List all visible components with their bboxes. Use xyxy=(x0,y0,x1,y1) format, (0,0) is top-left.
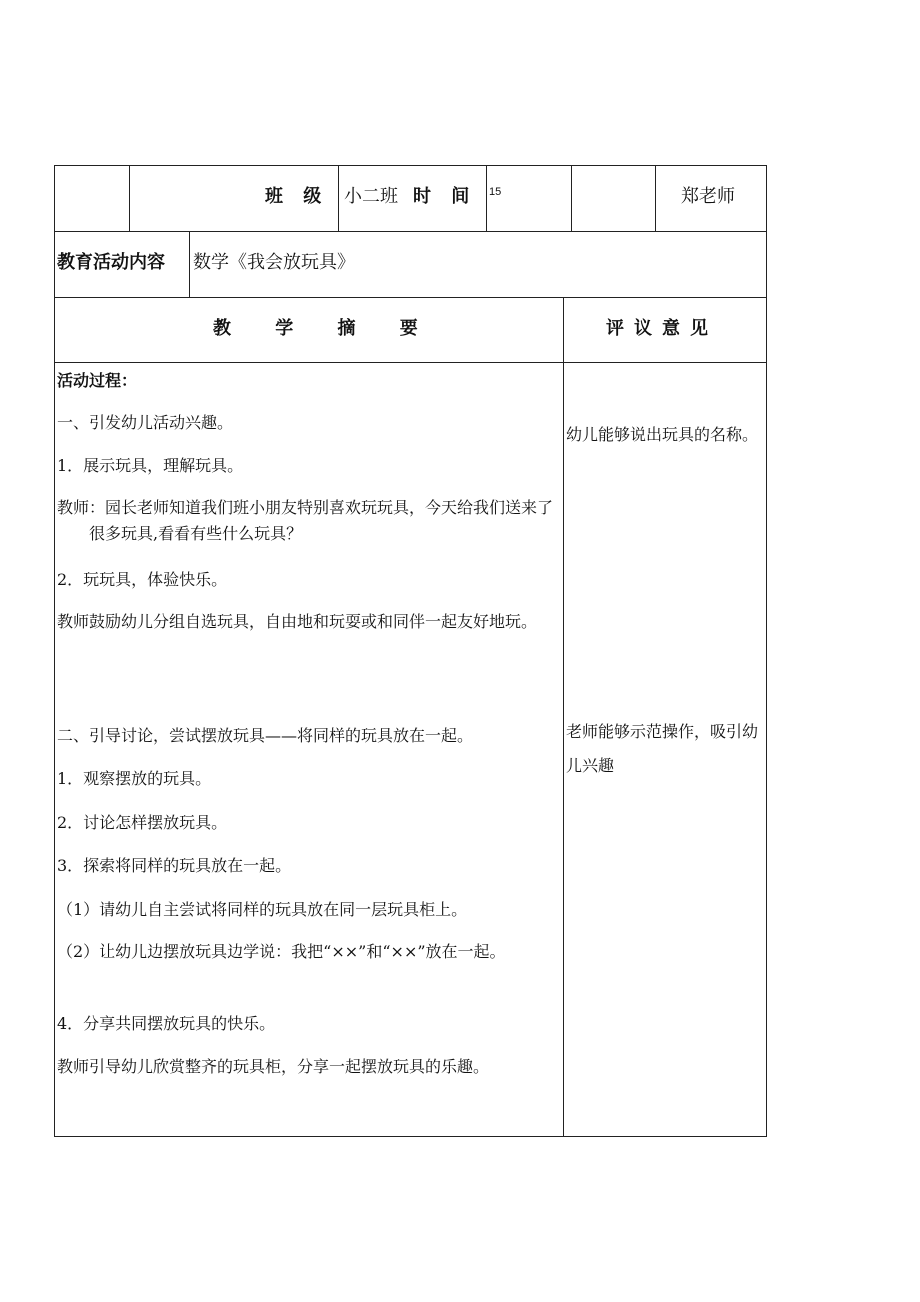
list-item xyxy=(57,609,560,635)
list-item: 3．探索将同样的玩具放在一起。 xyxy=(57,856,292,875)
list-item: 2．讨论怎样摆放玩具。 xyxy=(57,813,228,832)
class-label: 班 级 xyxy=(265,186,322,207)
row-divider xyxy=(54,231,767,232)
list-item: 1．观察摆放的玩具。 xyxy=(57,769,212,788)
col-divider xyxy=(338,165,339,231)
comment-2: 老师能够示范操作，吸引幼儿兴趣 xyxy=(566,722,759,775)
col-divider xyxy=(129,165,130,231)
class-value: 小二班 xyxy=(344,186,398,207)
activity-label: 教育活动内容 xyxy=(57,252,165,273)
list-item: 4．分享共同摆放玩具的快乐。 xyxy=(57,1014,276,1033)
activity-value: 数学《我会放玩具》 xyxy=(193,252,355,273)
row-divider xyxy=(54,297,767,298)
comments-header: 评议意见 xyxy=(606,318,718,339)
teacher-name: 郑老师 xyxy=(681,186,735,207)
comment-1: 幼儿能够说出玩具的名称。 xyxy=(566,425,759,444)
list-item: 1．展示玩具，理解玩具。 xyxy=(57,456,244,475)
summary-header: 教 学 摘 要 xyxy=(213,318,430,339)
list-item: （1）请幼儿自主尝试将同样的玩具放在同一层玩具柜上。 xyxy=(57,900,468,919)
list-item xyxy=(57,939,555,965)
col-divider xyxy=(486,165,487,231)
list-item: 2．玩玩具，体验快乐。 xyxy=(57,570,228,589)
col-divider xyxy=(571,165,572,231)
lesson-table xyxy=(54,165,767,1137)
row-divider xyxy=(54,362,767,363)
process-title: 活动过程： xyxy=(57,371,138,390)
list-item: 教师引导幼儿欣赏整齐的玩具柜，分享一起摆放玩具的乐趣。 xyxy=(57,1057,490,1076)
col-divider xyxy=(655,165,656,231)
list-item xyxy=(57,495,560,547)
col-divider xyxy=(189,231,190,297)
paragraph-text: （2）让幼儿边摆放玩具边学说：我把“××”和“××”放在一起。 xyxy=(57,942,506,961)
time-label: 时 间 xyxy=(413,186,470,207)
list-item: 二、引导讨论，尝试摆放玩具——将同样的玩具放在一起。 xyxy=(57,726,474,745)
list-item: 一、引发幼儿活动兴趣。 xyxy=(57,413,234,432)
time-value: 15 xyxy=(489,186,502,198)
col-divider xyxy=(563,297,564,1137)
paragraph-text: 教师鼓励幼儿分组自选玩具，自由地和玩耍或和同伴一起友好地玩。 xyxy=(57,612,538,631)
paragraph-text: 教师：园长老师知道我们班小朋友特别喜欢玩玩具，今天给我们送来了很多玩具,看看有些什么玩具？ xyxy=(57,498,554,543)
